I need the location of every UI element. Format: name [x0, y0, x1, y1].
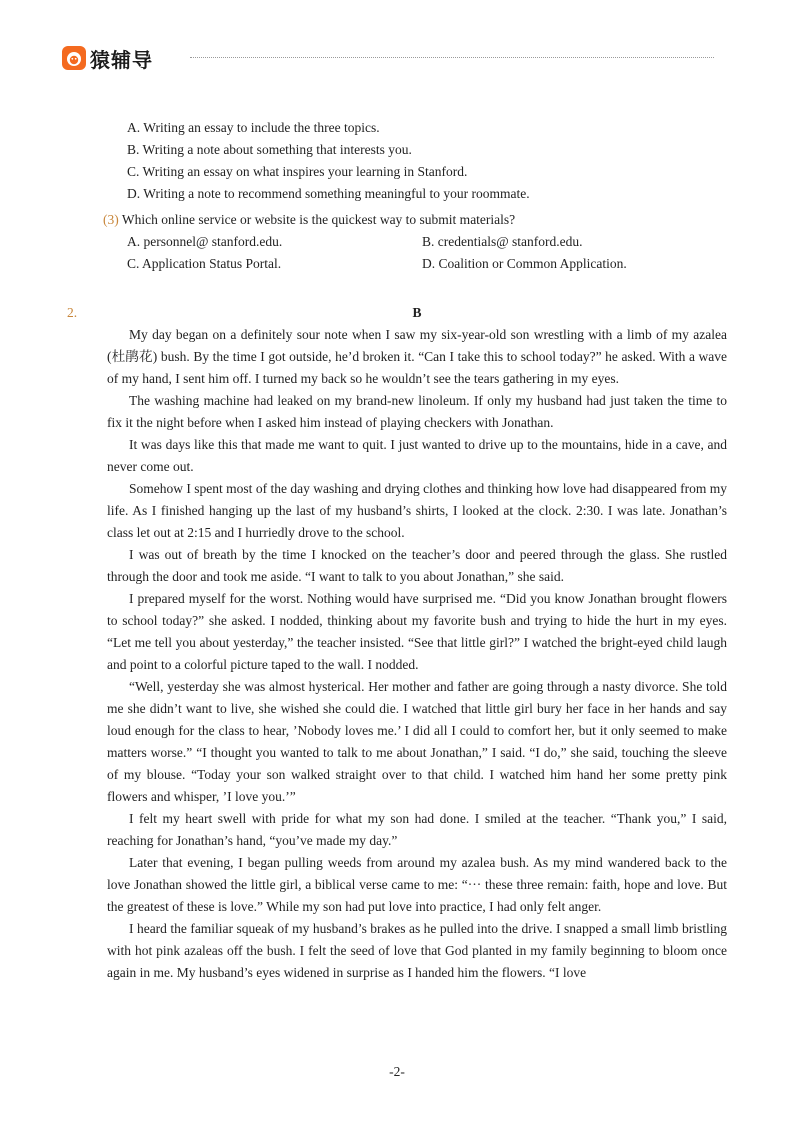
question-3: [103, 209, 703, 231]
paragraph: The washing machine had leaked on my brand-new linoleum. If only my husband had just taken the time to fix it the night before when I asked him instead of playing checkers with Jonathan.: [107, 393, 727, 430]
paragraph: It was days like this that made me want to quit. I just wanted to drive up to the mountains, hide in a cave, and never come out.: [107, 437, 727, 474]
option-d: D. Writing a note to recommend something meaningful to your roommate.: [127, 186, 530, 201]
question-3-choices: [127, 231, 727, 275]
option-b: B. Writing a note about something that interests you.: [127, 142, 412, 157]
answer-options: [127, 117, 530, 205]
option-c: C. Writing an essay on what inspires your learning in Stanford.: [127, 164, 468, 179]
reading-passage: [107, 324, 727, 984]
question-number: (3): [103, 212, 119, 227]
brand-name: 猿辅导: [90, 47, 153, 72]
paragraph: “Well, yesterday she was almost hysterical. Her mother and father are going through a nasty divorce. She told me she didn’t want to live, she wished she could die. I watched that little girl bury her face in her hands and say loud enough for the class to hear, ’Nobody loves me.’ I did all I could to comfort her, but it only seemed to make matters worse.” “I thought you wanted to talk to me about Jonathan,” I said. “I do,” she said, touching the sleeve of my blouse. “Today your son walked straight over to that child. I watched him hand her some pretty pink flowers and whisper, ’I love you.’”: [107, 679, 727, 804]
page-header: [62, 44, 714, 72]
choice-a: A. personnel@ stanford.edu.: [127, 234, 283, 249]
question-text: Which online service or website is the quickest way to submit materials?: [121, 212, 516, 227]
option-a: A. Writing an essay to include the three topics.: [127, 120, 380, 135]
page-number: -2-: [389, 1064, 405, 1079]
monkey-face-icon: [62, 46, 86, 70]
brand-logo: [62, 44, 153, 72]
paragraph: I heard the familiar squeak of my husband’s brakes as he pulled into the drive. I snapped a small limb bristling with hot pink azaleas off the bush. I felt the seed of love that God planted in my family beginning to bloom once again in me. My husband’s eyes widened in surprise as I handed him the flowers. “I love: [107, 921, 727, 980]
choice-d: D. Coalition or Common Application.: [422, 256, 627, 271]
paragraph: I felt my heart swell with pride for what my son had done. I smiled at the teacher. “Thank you,” I said, reaching for Jonathan’s hand, “you’ve made my day.”: [107, 811, 727, 848]
paragraph: Somehow I spent most of the day washing and drying clothes and thinking how love had disappeared from my life. As I finished hanging up the last of my husband’s shirts, I looked at the clock. 2:30. I was late. Jonathan’s class let out at 2:15 and I hurriedly drove to the school.: [107, 481, 727, 540]
paragraph: I was out of breath by the time I knocked on the teacher’s door and peered through the glass. She rustled through the door and took me aside. “I want to talk to you about Jonathan,” she said.: [107, 547, 727, 584]
paragraph: I prepared myself for the worst. Nothing would have surprised me. “Did you know Jonathan brought flowers to school today?” she asked. I nodded, thinking about my favorite bush and trying to hide the hurt in my eyes. “Let me tell you about yesterday,” the teacher insisted. “See that little girl?” I watched the bright-eyed child laugh and point to a colorful picture taped to the wall. I nodded.: [107, 591, 727, 672]
choice-c: C. Application Status Portal.: [127, 256, 282, 271]
paragraph: Later that evening, I began pulling weeds from around my azalea bush. As my mind wandered back to the love Jonathan showed the little girl, a biblical verse came to me: “··· these three remain: faith, hope and love. But the greatest of these is love.” While my son had put love into practice, I had only felt anger.: [107, 855, 727, 914]
section-number: 2.: [67, 305, 78, 320]
paragraph: My day began on a definitely sour note when I saw my six-year-old son wrestling with a limb of my azalea (杜鹃花) bush. By the time I got outside, he’d broken it. “Can I take this to school today?” he asked. With a wave of my hand, I sent him off. I turned my back so he wouldn’t see the tears gathering in my eyes.: [107, 327, 727, 386]
section-title: B: [412, 305, 422, 320]
choice-b: B. credentials@ stanford.edu.: [422, 234, 583, 249]
header-divider: [190, 57, 714, 58]
